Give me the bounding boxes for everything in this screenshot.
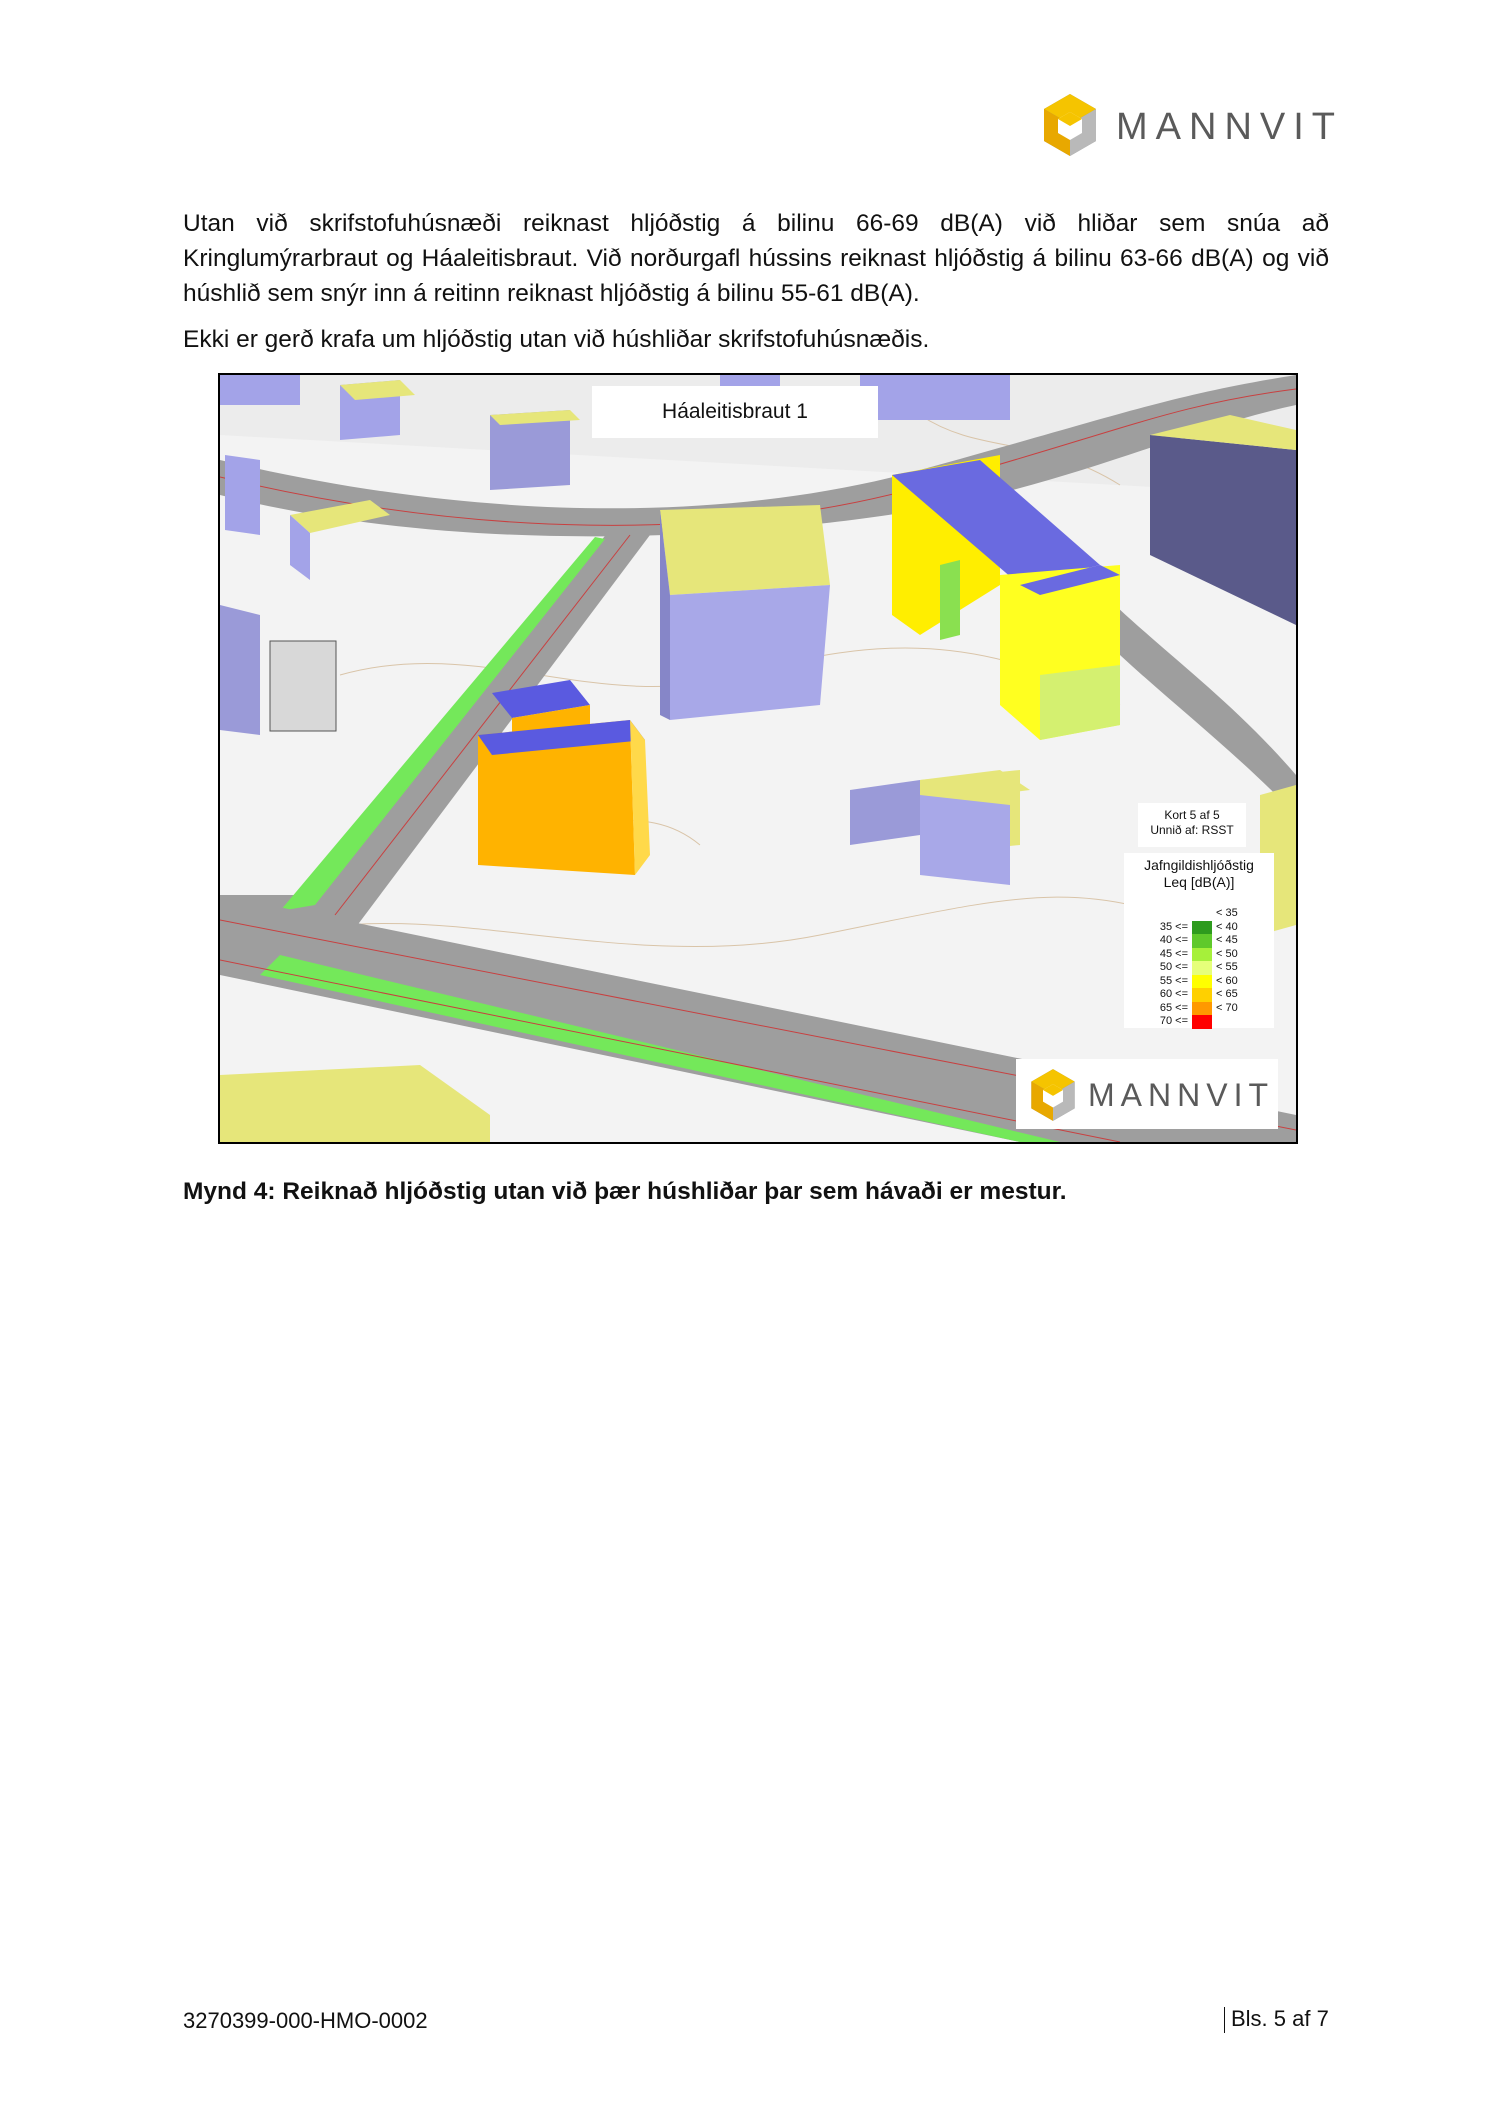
logo-wordmark: MANNVIT [1116, 106, 1343, 148]
noise-legend [1124, 853, 1274, 1028]
legend-low: 65 <= [1159, 1001, 1188, 1014]
legend-high: < 35 [1216, 907, 1238, 919]
page-label: Bls. 5 af 7 [1231, 2006, 1329, 2031]
document-number: 3270399-000-HMO-0002 [183, 2008, 428, 2033]
legend-swatch [1192, 1002, 1212, 1016]
legend-low: 50 <= [1159, 961, 1188, 973]
noise-map-figure [218, 373, 1298, 1144]
map-number: Kort 5 af 5 [1164, 808, 1220, 822]
legend-high: < 40 [1216, 920, 1238, 933]
mannvit-logo-icon [1028, 1067, 1078, 1123]
map-title: Háaleitisbraut 1 [592, 386, 878, 438]
legend-low: 60 <= [1159, 988, 1188, 1000]
legend-title-line-1: Jafngildishljóðstig [1144, 857, 1254, 873]
map-made-by: Unnið af: RSST [1150, 823, 1234, 837]
legend-swatch [1192, 948, 1212, 962]
figure-logo [1016, 1059, 1278, 1129]
legend-high: < 55 [1216, 961, 1238, 973]
figure-caption: Mynd 4: Reiknað hljóðstig utan við þær húshliðar þar sem hávaði er mestur. [183, 1178, 1067, 1205]
legend-swatch [1192, 921, 1212, 935]
paragraph-noise-levels: Utan við skrifstofuhúsnæði reiknast hljóðstig á bilinu 66-69 dB(A) við hliðar sem snúa að Kringlumýrarbraut og Háaleitisbraut. Við norðurgafl hússins reiknast hljóðstig á bilinu 63-66 dB(A) og við húshlið sem snýr inn á reitinn reiknast hljóðstig á bilinu 55-61 dB(A). [183, 210, 1329, 307]
mannvit-logo [1040, 92, 1343, 158]
legend-low: 35 <= [1159, 920, 1188, 933]
legend-swatch [1192, 907, 1212, 921]
legend-high: < 50 [1216, 947, 1238, 960]
legend-swatch [1192, 975, 1212, 989]
logo-wordmark: MANNVIT [1088, 1077, 1274, 1113]
legend-high: < 65 [1216, 988, 1238, 1000]
legend-swatch [1192, 934, 1212, 948]
legend-low: 40 <= [1159, 934, 1188, 946]
legend-high: < 60 [1216, 974, 1238, 987]
legend-high: < 70 [1216, 1001, 1238, 1014]
legend-low: 70 <= [1159, 1015, 1188, 1027]
mannvit-logo-icon [1040, 92, 1100, 158]
legend-swatch [1192, 1015, 1212, 1029]
page-number [1224, 2006, 1329, 2033]
legend-title-line-2: Leq [dB(A)] [1163, 874, 1235, 890]
legend-swatch [1192, 988, 1212, 1002]
legend-swatch [1192, 961, 1212, 975]
footer-divider [1224, 2007, 1225, 2033]
map-info-box [1138, 803, 1246, 847]
legend-low: 45 <= [1159, 947, 1188, 960]
legend-low: 55 <= [1159, 974, 1188, 987]
legend-title [1124, 857, 1274, 891]
paragraph-requirement: Ekki er gerð krafa um hljóðstig utan við húshliðar skrifstofuhúsnæðis. [183, 326, 930, 353]
legend-high: < 45 [1216, 934, 1238, 946]
